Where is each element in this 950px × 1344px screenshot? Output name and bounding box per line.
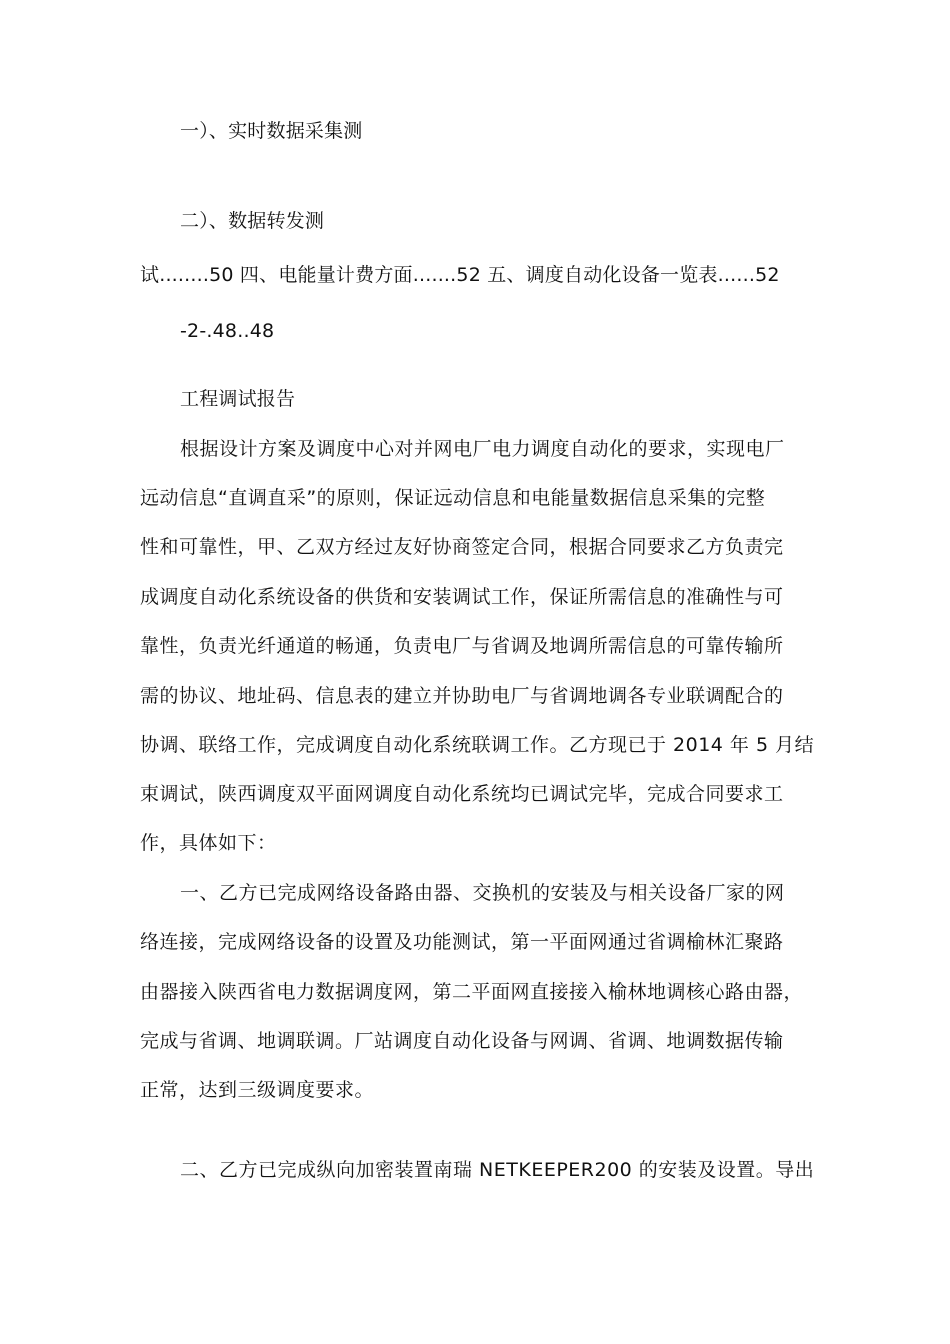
paragraph-line: 成调度自动化系统设备的供货和安装调试工作，保证所需信息的准确性与可	[140, 586, 784, 608]
paragraph-line: 靠性，负责光纤通道的畅通，负责电厂与省调及地调所需信息的可靠传输所	[140, 635, 784, 657]
paragraph-line: 二、乙方已完成纵向加密装置南瑞 NETKEEPER200 的安装及设置。导出	[180, 1159, 815, 1181]
paragraph-line: 一、乙方已完成网络设备路由器、交换机的安装及与相关设备厂家的网	[180, 882, 785, 904]
paragraph-line: 根据设计方案及调度中心对并网电厂电力调度自动化的要求，实现电厂	[180, 438, 785, 460]
toc-item-continuation: 试........50 四、电能量计费方面.......52 五、调度自动化设备一览表......52	[140, 264, 780, 286]
report-title: 工程调试报告	[180, 388, 296, 410]
page-marker: -2-.48..48	[180, 320, 275, 342]
paragraph-line: 正常，达到三级调度要求。	[140, 1079, 375, 1101]
paragraph-line: 由器接入陕西省电力数据调度网，第二平面网直接接入榆林地调核心路由器，	[140, 981, 804, 1003]
toc-item-realtime-data: 一）、实时数据采集测	[180, 120, 363, 142]
paragraph-line: 需的协议、地址码、信息表的建立并协助电厂与省调地调各专业联调配合的	[140, 685, 784, 707]
paragraph-line: 远动信息“直调直采”的原则，保证远动信息和电能量数据信息采集的完整	[140, 487, 766, 509]
paragraph-line: 协调、联络工作，完成调度自动化系统联调工作。乙方现已于 2014 年 5 月结	[140, 734, 815, 756]
paragraph-line: 作，具体如下：	[140, 832, 277, 854]
paragraph-line: 完成与省调、地调联调。厂站调度自动化设备与网调、省调、地调数据传输	[140, 1030, 784, 1052]
paragraph-line: 束调试，陕西调度双平面网调度自动化系统均已调试完毕，完成合同要求工	[140, 783, 784, 805]
toc-item-data-forwarding: 二）、数据转发测	[180, 210, 325, 232]
paragraph-line: 性和可靠性，甲、乙双方经过友好协商签定合同，根据合同要求乙方负责完	[140, 536, 784, 558]
paragraph-line: 络连接，完成网络设备的设置及功能测试，第一平面网通过省调榆林汇聚路	[140, 931, 784, 953]
